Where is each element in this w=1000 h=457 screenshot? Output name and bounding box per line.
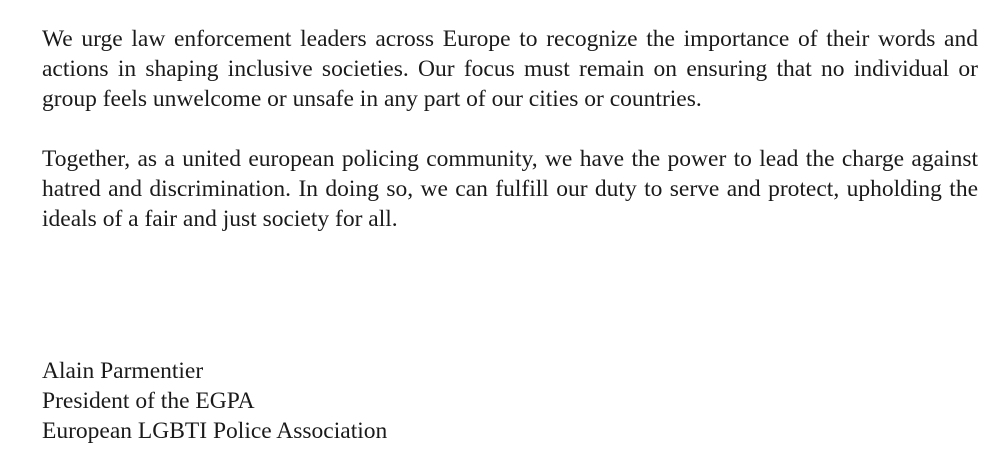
- paragraph-call-to-leaders: We urge law enforcement leaders across Europe to recognize the importance of their words and actions in shaping inclusive societies. Our focus must remain on ensuring that no individual or group feels unwelcome or unsafe in any part of our cities or countries.: [42, 26, 978, 112]
- letter-body: [42, 24, 978, 234]
- signatory-title: President of the EGPA: [42, 388, 255, 414]
- signatory-name: Alain Parmentier: [42, 358, 204, 384]
- paragraph-united-community: Together, as a united european policing community, we have the power to lead the charge against hatred and discrimination. In doing so, we can fulfill our duty to serve and protect, upholding the ideals of a fair and just society for all.: [42, 146, 978, 232]
- signature-block: [42, 356, 387, 446]
- signatory-organization: European LGBTI Police Association: [42, 418, 388, 444]
